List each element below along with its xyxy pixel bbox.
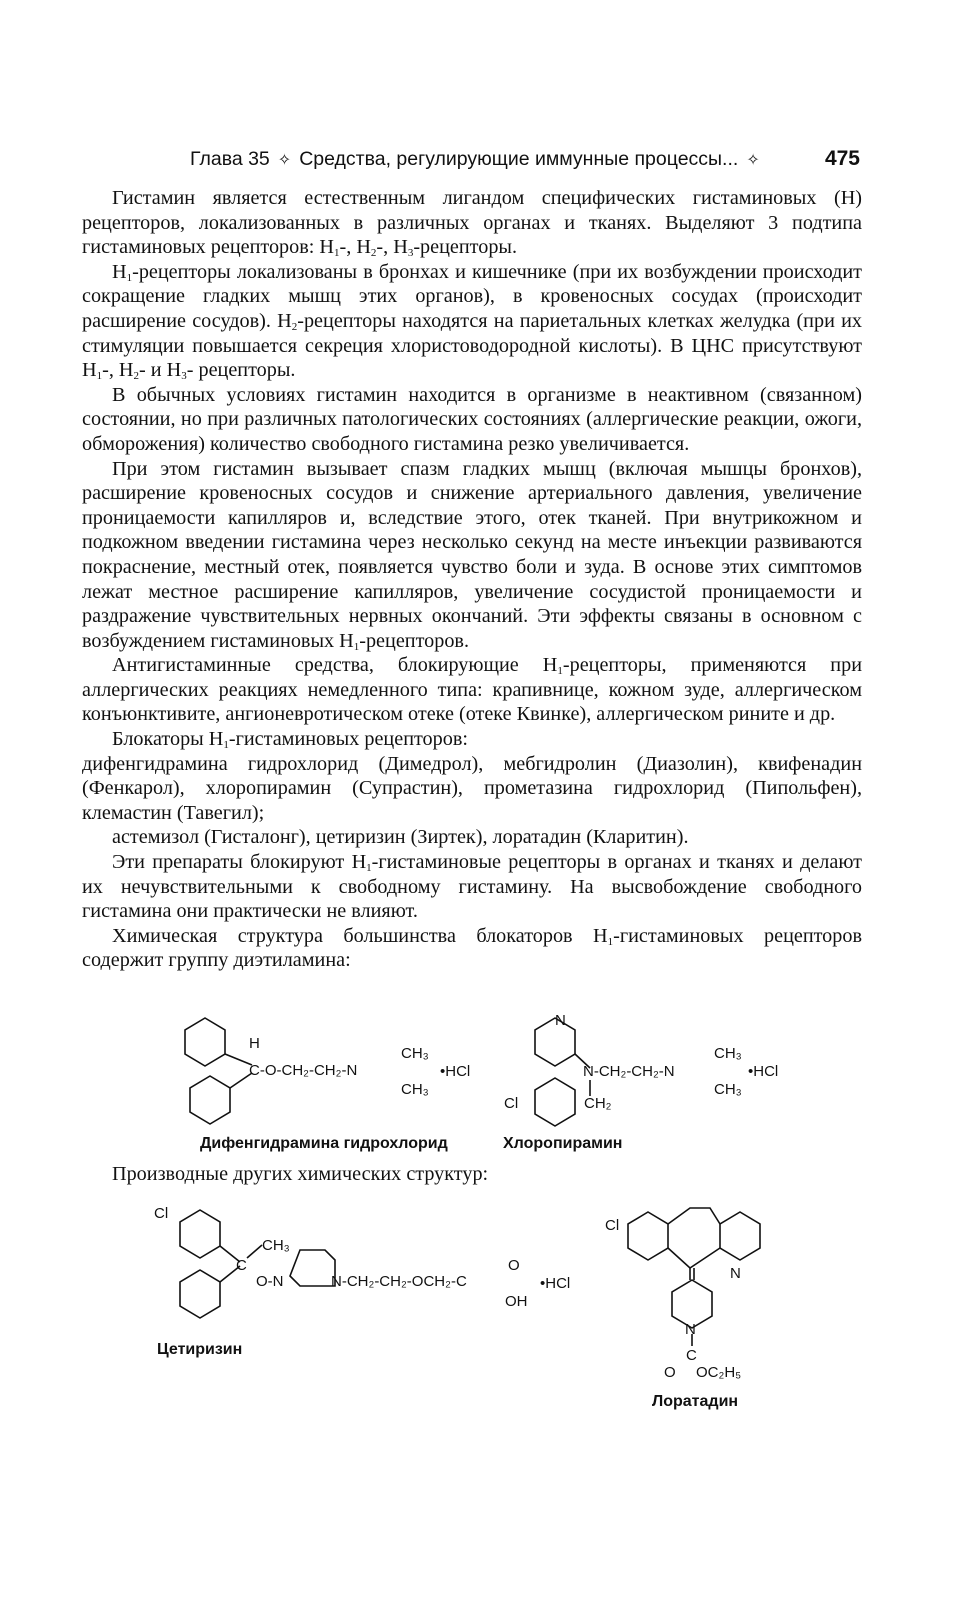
diphenhydramine-structure <box>185 1018 470 1124</box>
diamond-separator-icon: ✧ <box>746 152 760 169</box>
o-label: O <box>664 1364 676 1381</box>
structures-svg-2 <box>0 1200 962 1420</box>
structures-svg-1 <box>0 1010 962 1160</box>
subscript: 1 <box>557 665 563 678</box>
chapter-label: Глава 35 <box>190 148 270 170</box>
subscript: 1 <box>223 739 229 752</box>
paragraph: В обычных условиях гистамин находится в организме в неактивном (связанном) состоянии, но при различных патологических состояниях (аллергические реакции, ожоги, обморожения) количество свободного гистамина резко увеличивается. <box>82 383 862 455</box>
ch3-label: CH₃ <box>262 1237 290 1254</box>
benzene-ring-top <box>185 1018 225 1066</box>
pyridine-ring <box>720 1212 760 1260</box>
chloropyramine-chain: N-CH₂-CH₂-N <box>583 1063 675 1080</box>
subscript: 2 <box>291 320 298 333</box>
ch3-bottom: CH₃ <box>714 1081 742 1098</box>
figure-other-structures <box>0 1200 962 1420</box>
paragraph: дифенгидрамина гидрохлорид (Димедрол), мебгидролин (Диазолин), квифенадин (Фенкарол), хлоропирамин (Супрастин), прометазина гидрохлорид (Пипольфен), клемастин (Тавегил); <box>82 752 862 824</box>
chlorobenzene-ring <box>628 1212 668 1260</box>
oh-label: OH <box>505 1293 528 1310</box>
cl-label: Cl <box>154 1205 169 1222</box>
subscript: 1 <box>366 862 372 875</box>
c-label: C <box>236 1257 247 1274</box>
h-label: H <box>249 1035 260 1052</box>
n-piperidine: N <box>685 1321 696 1338</box>
figure-diethylamine-structures <box>0 1010 962 1160</box>
pyridine-n: N <box>555 1012 566 1029</box>
chloropyramine-structure <box>504 1012 778 1126</box>
subscript: 2 <box>133 370 139 383</box>
other-structures-heading: Производные других химических структур: <box>112 1163 489 1185</box>
loratadine-caption: Лоратадин <box>652 1393 739 1410</box>
cl-label: Cl <box>504 1095 519 1112</box>
diamond-separator-icon: ✧ <box>277 152 292 169</box>
subscript: 1 <box>96 370 103 383</box>
paragraph: Эти препараты блокируют $Н_1$-гистаминовые рецепторы в органах и тканях и делают их нечувствительными к свободному гистамину. На высвобождение свободного гистамина они практически не влияют. <box>82 851 862 923</box>
subscript: 3 <box>181 370 187 383</box>
o-n-link: O-N <box>256 1273 284 1290</box>
ch2-label: CH₂ <box>584 1095 612 1112</box>
phenyl-ring <box>180 1270 220 1318</box>
piperazine-ring <box>290 1250 335 1286</box>
cetirizine-structure <box>154 1205 570 1358</box>
ch3-bottom: CH₃ <box>401 1081 429 1098</box>
subscript: 1 <box>334 247 340 260</box>
page-number: 475 <box>824 147 860 170</box>
benzene-ring-bottom <box>190 1076 230 1124</box>
hcl-salt: •HCl <box>540 1275 571 1292</box>
hcl-salt: •HCl <box>748 1063 779 1080</box>
body-text <box>82 186 862 973</box>
diphenhydramine-chain: C-O-CH₂-CH₂-N <box>249 1062 358 1079</box>
cl-label: Cl <box>605 1217 620 1234</box>
subscript: 1 <box>353 640 360 653</box>
chapter-title: Средства, регулирующие иммунные процессы... <box>299 148 739 170</box>
diphenhydramine-caption: Дифенгидрамина гидрохлорид <box>200 1135 448 1152</box>
paragraph: $Н_1$-рецепторы локализованы в бронхах и кишечнике (при их возбуждении происходит сокращение гладких мышц этих органов), в кровеносных сосудах (происходит расширение сосудов). $Н_2$-рецепторы находятся на париетальных клетках желудка (при их стимуляции повышается секреция хлористоводородной кислоты). В ЦНС присутствуют $Н_1-$, $Н_2-$ и $Н_3-$ рецепторы. <box>82 260 862 383</box>
subscript: 1 <box>126 271 133 284</box>
chlorobenzene-ring <box>535 1078 575 1126</box>
bridge <box>668 1208 720 1224</box>
chloropyramine-caption: Хлоропирамин <box>503 1135 623 1152</box>
subscript: 3 <box>407 247 414 260</box>
paragraph: Химическая структура большинства блокаторов $Н_1$-гистаминовых рецепторов содержит группу диэтиламина: <box>82 924 862 972</box>
c-label: C <box>686 1347 697 1364</box>
paragraph: При этом гистамин вызывает спазм гладких мышц (включая мышцы бронхов), расширение кровеносных сосудов и снижение артериального давления, увеличение проницаемости капилляров и, вследствие этого, отек тканей. При внутрикожном и подкожном введении гистамина через несколько секунд на месте инъекции развиваются покраснение, местный отек, появляется чувство боли и зуда. В основе этих симптомов лежат местное расширение капилляров, увеличение сосудистой проницаемости и раздражение чувствительных нервных окончаний. Эти эффекты связаны в основном с возбуждением гистаминовых $Н_1$-рецепторов. <box>82 457 862 653</box>
paragraph: Блокаторы $Н_1$-гистаминовых рецепторов: <box>112 728 468 752</box>
cetirizine-caption: Цетиризин <box>157 1341 243 1358</box>
n-pyridine: N <box>730 1265 741 1282</box>
oc2h5-label: OC₂H₅ <box>696 1364 742 1381</box>
running-header <box>190 147 860 179</box>
central-ring-bottom <box>668 1248 720 1268</box>
subscript: 2 <box>370 247 377 260</box>
ch3-top: CH₃ <box>714 1045 742 1062</box>
o-top: O <box>508 1257 520 1274</box>
subscript: 1 <box>607 935 614 948</box>
chlorophenyl-ring <box>180 1210 220 1258</box>
paragraph: Антигистаминные средства, блокирующие $Н_1$-рецепторы, применяются при аллергических реакциях немедленного типа: крапивнице, кожном зуде, аллергическом конъюнктивите, ангионевротическом отеке (отеке Квинке), аллергическом рините и др. <box>82 654 862 726</box>
hcl-salt: •HCl <box>440 1063 471 1080</box>
paragraph: астемизол (Гисталонг), цетиризин (Зиртек), лоратадин (Кларитин). <box>112 826 689 849</box>
cetirizine-chain: N-CH₂-CH₂-OCH₂-C <box>331 1273 467 1290</box>
paragraph: Гистамин является естественным лигандом специфических гистаминовых (Н) рецепторов, локализованных в различных органах и тканях. Выделяют 3 подтипа гистаминовых рецепторов: $Н_1-$, $Н_2-$, $Н_3$-рецепторы. <box>82 187 862 260</box>
loratadine-structure <box>605 1208 760 1410</box>
ch3-top: CH₃ <box>401 1045 429 1062</box>
